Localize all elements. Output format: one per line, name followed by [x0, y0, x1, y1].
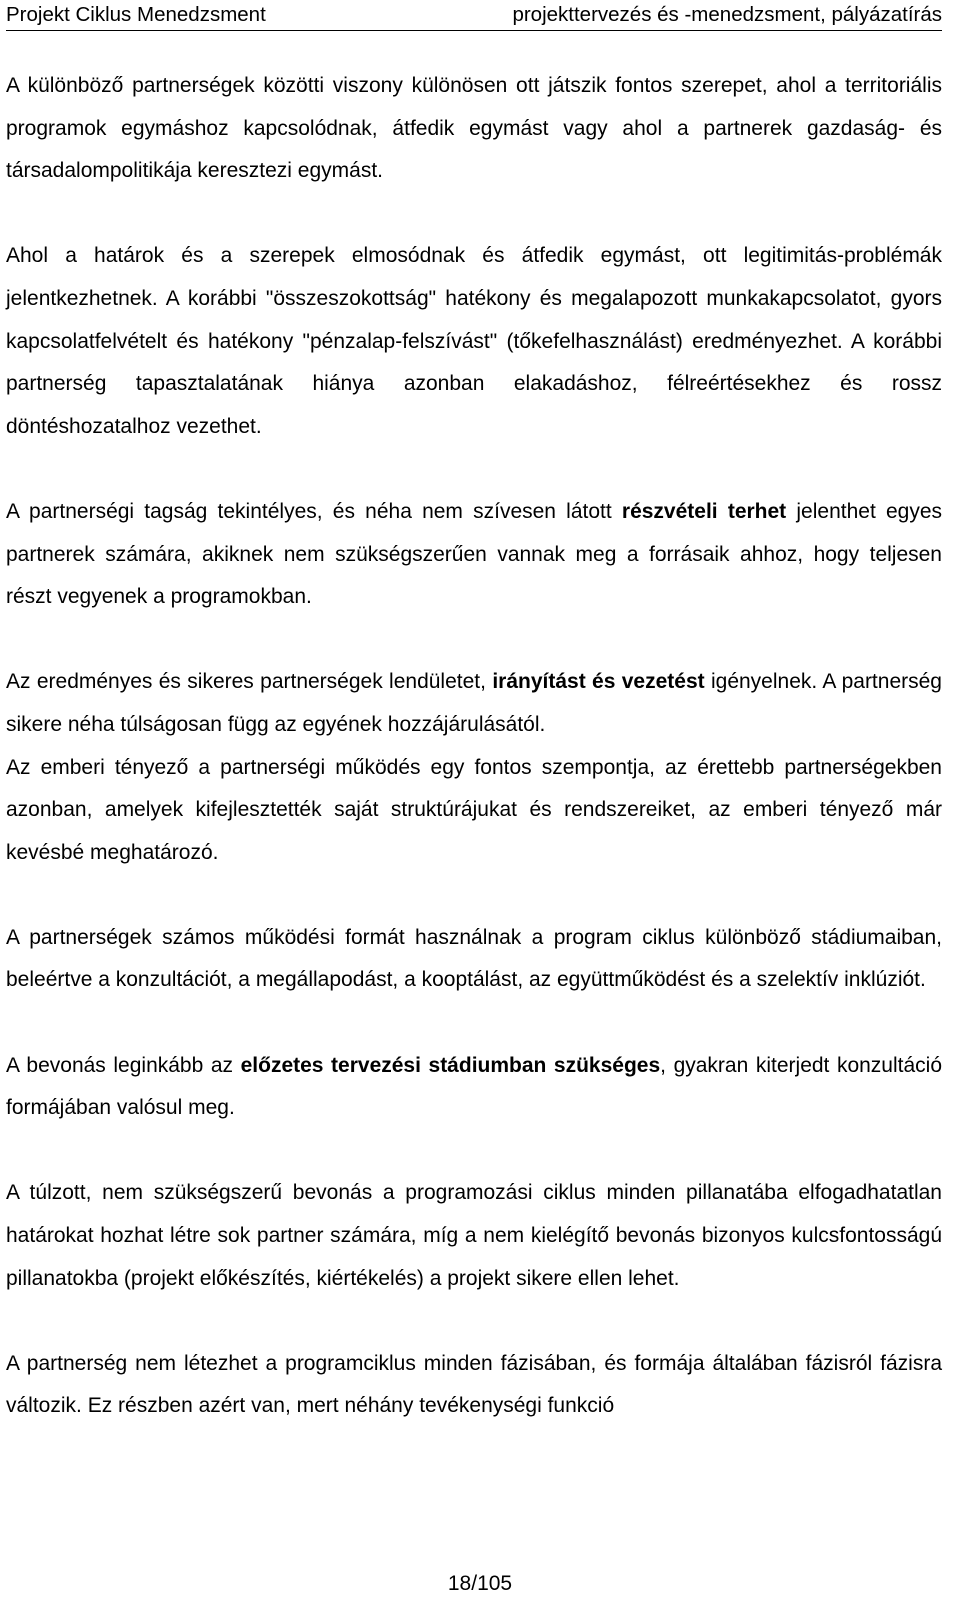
paragraph-4-text-a: Az eredményes és sikeres partnerségek lendületet, [6, 670, 493, 694]
document-body [6, 65, 942, 1428]
paragraph-7 [6, 1045, 942, 1130]
paragraph-2: Ahol a határok és a szerepek elmosódnak és átfedik egymást, ott legitimitás-problémák jelentkezhetnek. A korábbi "összeszokottság" hatékony és megalapozott munkakapcsolatot, gyors kapcsolatfelvételt és hatékony "pénzalap-felszívást" (tőkefelhasználást) eredményezhet. A korábbi partnerség tapasztalatának hiánya azonban elakadáshoz, félreértésekhez és rossz döntéshozatalhoz vezethet. [6, 244, 942, 438]
header-left-title: Projekt Ciklus Menedzsment [6, 3, 266, 26]
page-number: 18/105 [447, 1572, 513, 1595]
paragraph-6: A partnerségek számos működési formát használnak a program ciklus különböző stádiumaiban, beleértve a konzultációt, a megállapodást, a kooptálást, az együttműködést és a szelektív inklúziót. [6, 925, 942, 992]
paragraph-4-bold: irányítást és vezetést [492, 670, 705, 694]
paragraph-3 [6, 491, 942, 619]
paragraph-3-text-a: A partnerségi tagság tekintélyes, és néha nem szívesen látott [6, 499, 622, 523]
paragraph-8: A túlzott, nem szükségszerű bevonás a programozási ciklus minden pillanatába elfogadhatatlan határokat hozhat létre sok partner számára, míg a nem kielégítő bevonás bizonyos kulcsfontosságú pillanatokba (projekt előkészítés, kiértékelés) a projekt sikere ellen lehet. [6, 1181, 942, 1290]
paragraph-4-text-c: igényelnek. A partnerség sikere néha túlságosan függ az egyének hozzájárulásától. [6, 670, 942, 736]
paragraph-3-bold: részvételi terhet [621, 499, 787, 523]
paragraph-7-text-a: A bevonás leginkább az [6, 1053, 241, 1077]
header-right-title: projekttervezés és -menedzsment, pályázatírás [512, 3, 942, 26]
paragraph-7-text-c: , gyakran kiterjedt konzultáció formájában valósul meg. [6, 1053, 943, 1120]
paragraph-5: Az emberi tényező a partnerségi működés egy fontos szempontja, az érettebb partnerségekben azonban, amelyek kifejlesztették saját struktúrájukat és rendszereiket, az emberi tényező már kevésbé meghatározó. [6, 755, 942, 864]
paragraph-7-bold: előzetes tervezési stádiumban szükséges [240, 1053, 661, 1077]
paragraph-4 [6, 661, 942, 746]
paragraph-3-text-c: jelenthet egyes partnerek számára, akiknek nem szükségszerűen vannak meg a forrásaik ahhoz, hogy teljesen részt vegyenek a programokban. [6, 499, 943, 609]
paragraph-1: A különböző partnerségek közötti viszony különösen ott játszik fontos szerepet, ahol a territoriális programok egymáshoz kapcsolódnak, átfedik egymást vagy ahol a partnerek gazdaság- és társadalompolitikája keresztezi egymást. [6, 74, 942, 183]
paragraph-9: A partnerség nem létezhet a programciklus minden fázisában, és formája általában fázisról fázisra változik. Ez részben azért van, mert néhány tevékenységi funkció [6, 1351, 942, 1418]
page-header [6, 0, 942, 31]
